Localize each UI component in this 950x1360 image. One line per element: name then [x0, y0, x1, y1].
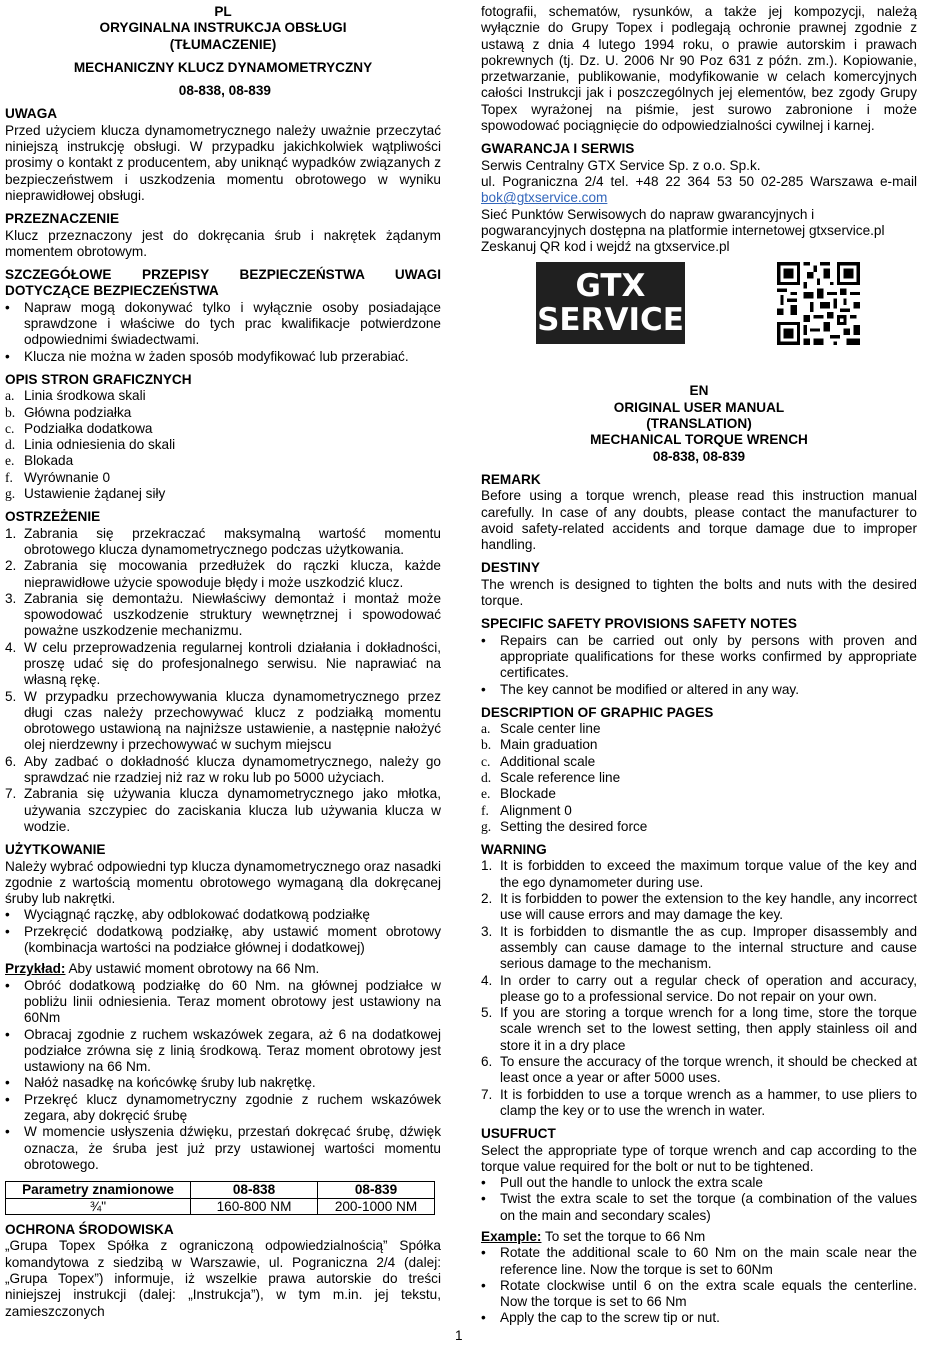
- list-item: [481, 1087, 917, 1120]
- list-item: [481, 1054, 917, 1087]
- list-text: Aby zadbać o dokładność klucza dynamometrycznego, należy go sprawdzać nie rzadziej niż raz w roku lub po 5000 użyciach.: [24, 753, 441, 786]
- list-number: 4.: [481, 972, 493, 988]
- en-model-numbers: 08-838, 08-839: [652, 448, 746, 464]
- en-example-list: [481, 1245, 917, 1326]
- en-usufruct-heading: USUFRUCT: [481, 1126, 556, 1142]
- list-text: It is forbidden to power the extension to the key handle, any incorrect use will cause errors and may damage the key.: [500, 891, 917, 923]
- pl-example-label: Przykład:: [5, 961, 66, 977]
- list-item: • Rotate the additional scale to 60 Nm on the main scale near the reference line. Now the torque is set to 60Nm: [481, 1245, 917, 1278]
- list-item: • Repairs can be carried out only by persons with proven and appropriate qualifications for these works confirmed by appropriate certificates.: [481, 633, 917, 682]
- polish-column: [5, 4, 441, 1320]
- list-item: [5, 486, 441, 502]
- list-letter: c.: [481, 753, 491, 769]
- pl-warning-list: [5, 526, 441, 836]
- list-item: [5, 689, 441, 754]
- list-item: [5, 526, 441, 559]
- list-item: [5, 388, 441, 404]
- list-text: In order to carry out a regular check of operation and accuracy, please go to a professional service. Do not repair on your own.: [500, 972, 917, 1004]
- en-graphic-list: [481, 721, 917, 835]
- list-item: [5, 437, 441, 453]
- pl-example-list: [5, 978, 441, 1174]
- pl-graphic-heading: OPIS STRON GRAFICZNYCH: [5, 371, 192, 387]
- list-text: Setting the desired force: [500, 818, 648, 834]
- list-item: [481, 754, 917, 770]
- list-item: • Pull out the handle to unlock the extra scale: [481, 1175, 917, 1191]
- english-column: [481, 4, 917, 1327]
- list-letter: e.: [5, 453, 15, 469]
- list-letter: d.: [481, 769, 492, 785]
- pl-safety-list: [5, 300, 441, 365]
- list-number: 4.: [5, 639, 17, 655]
- pl-safety-heading: SZCZEGÓŁOWE PRZEPISY BEZPIECZEŃSTWA UWAGI: [5, 267, 441, 283]
- list-letter: b.: [5, 404, 16, 420]
- list-text: It is forbidden to use a torque wrench as a hammer, to use pliers to clamp the key or to use the wrench in water.: [500, 1086, 917, 1118]
- en-usufruct-text: Select the appropriate type of torque wrench and cap according to the torque value required for the bolt or nut to be tightened.: [481, 1142, 917, 1174]
- en-title-translation: (TRANSLATION): [646, 416, 752, 432]
- pl-example: [5, 961, 441, 977]
- list-item: • Przekręcić dodatkową podziałkę, aby ustawić moment obrotowy (kombinacja wartości na podziałce głównej i dodatkowej): [5, 924, 441, 957]
- en-graphic-heading: DESCRIPTION OF GRAPHIC PAGES: [481, 704, 714, 720]
- list-item: [481, 819, 917, 835]
- list-letter: g.: [481, 818, 492, 834]
- table-cell: ¾": [6, 1198, 191, 1215]
- list-letter: d.: [5, 437, 16, 453]
- list-text: Blockade: [500, 786, 556, 802]
- pl-warning-heading: OSTRZEŻENIE: [5, 509, 101, 525]
- table-row: [6, 1182, 435, 1199]
- list-number: 6.: [5, 753, 17, 769]
- qr-code-icon[interactable]: [777, 262, 860, 345]
- pl-environment-heading: OCHRONA ŚRODOWISKA: [5, 1222, 174, 1238]
- list-item: • Rotate clockwise until 6 on the extra scale equals the centerline. Now the torque is set to 66 Nm: [481, 1278, 917, 1311]
- parameters-table: [5, 1181, 435, 1215]
- table-cell: Parametry znamionowe: [6, 1182, 191, 1199]
- list-number: 2.: [5, 558, 17, 574]
- pl-copyright-continuation: fotografii, schematów, rysunków, a także jej kompozycji, należą wyłącznie do Grupy Topex i podlegają ochronie prawnej zgodnie z ustawą z dnia 4 lutego 1994 roku, o prawie autorskim i prawach pokrewnych (tj. Dz. U. 2006 Nr 90 Poz 631 z późn. zm.). Kopiowanie, przetwarzanie, publikowanie, modyfikowanie w celach komercyjnych całości Instrukcji jak i poszczególnych jej elementów, bez zgody Grupy Topex wyrażonej na piśmie, jest surowo zabronione i może spowodować pociągnięcie do odpowiedzialności cywilnej i karnej.: [481, 4, 917, 134]
- list-text: W celu przeprowadzenia regularnej kontroli działania i dokładności, proszę udać się do profesjonalnego serwisu. Nie naprawiać na własną rękę.: [24, 639, 441, 688]
- list-text: Zabrania się demontażu. Niewłaściwy demontaż i montaż może spowodować uszkodzenie struktury wewnętrznej i spowodować poważne uszkodzenie mechanizmu.: [24, 590, 441, 639]
- list-letter: a.: [5, 388, 15, 404]
- list-text: Główna podziałka: [24, 404, 132, 420]
- list-letter: a.: [481, 721, 491, 737]
- list-text: Main graduation: [500, 737, 598, 753]
- en-product-name: MECHANICAL TORQUE WRENCH: [590, 432, 808, 448]
- list-item: • Obróć dodatkową podziałkę do 60 Nm. na głównej podziałce w pobliżu linii odniesienia. Teraz moment obrotowy jest ustawiony na 60Nm: [5, 978, 441, 1027]
- list-item: [5, 591, 441, 640]
- list-number: 5.: [5, 688, 17, 704]
- service-email-line: [481, 190, 917, 206]
- pl-usage-heading: UŻYTKOWANIE: [5, 842, 106, 858]
- list-text: Linia środkowa skali: [24, 388, 146, 404]
- pl-example-text: Aby ustawić moment obrotowy na 66 Nm.: [65, 961, 320, 977]
- list-item: [481, 770, 917, 786]
- service-email-link[interactable]: bok@gtxservice.com: [481, 190, 608, 206]
- list-letter: b.: [481, 737, 492, 753]
- list-text: Additional scale: [500, 753, 596, 769]
- list-letter: c.: [5, 420, 15, 436]
- list-number: 3.: [481, 923, 493, 939]
- en-destiny-heading: DESTINY: [481, 560, 540, 576]
- pl-title-translation: (TŁUMACZENIE): [169, 36, 277, 52]
- en-example-label: Example:: [481, 1229, 542, 1244]
- list-item: [481, 891, 917, 924]
- list-number: 2.: [481, 891, 493, 907]
- list-letter: g.: [5, 486, 16, 502]
- en-warning-heading: WARNING: [481, 842, 547, 858]
- pl-environment-text: „Grupa Topex Spółka z ograniczoną odpowiedzialnością” Spółka komandytowa z siedzibą w Warszawie, ul. Pograniczna 2/4 (dalej: „Grupa Topex”) informuje, iż wszelkie prawa autorskie do treści niniejszej instrukcji (dalej: „Instrukcja”), w tym m.in. jej tekstu, zamieszczonych: [5, 1238, 441, 1319]
- en-remark-text: Before using a torque wrench, please read this instruction manual carefully. In case of any doubts, please contact the manufacturer to avoid safety-related accidents and torque damage due to improper handling.: [481, 488, 917, 553]
- list-number: 3.: [5, 590, 17, 606]
- list-item: [5, 421, 441, 437]
- list-item: [481, 786, 917, 802]
- logo-text-gtx: GTX: [575, 268, 646, 304]
- list-number: 7.: [481, 1086, 493, 1102]
- list-item: • Przekręć klucz dynamometryczny zgodnie z ruchem wskazówek zegara, aby dokręcić śrubę: [5, 1092, 441, 1125]
- pl-title: ORYGINALNA INSTRUKCJA OBSŁUGI: [99, 20, 347, 36]
- list-number: 1.: [481, 858, 493, 874]
- table-cell: 160-800 NM: [191, 1198, 318, 1215]
- list-item: [5, 640, 441, 689]
- list-item: [5, 786, 441, 835]
- en-usufruct-list: [481, 1175, 917, 1224]
- pl-purpose-heading: PRZEZNACZENIE: [5, 211, 120, 227]
- list-text: Alignment 0: [500, 802, 572, 818]
- service-network: Sieć Punktów Serwisowych do napraw gwarancyjnych i pogwarancyjnych dostępna na platformie internetowej gtxservice.pl: [481, 206, 885, 238]
- en-lang-heading: EN: [689, 383, 709, 399]
- list-number: 6.: [481, 1054, 493, 1070]
- list-item: [481, 737, 917, 753]
- en-safety-heading: SPECIFIC SAFETY PROVISIONS SAFETY NOTES: [481, 616, 797, 632]
- list-text: Ustawienie żądanej siły: [24, 486, 166, 502]
- table-row: [6, 1198, 435, 1215]
- en-title: ORIGINAL USER MANUAL: [613, 399, 785, 415]
- service-qr-hint: Zeskanuj QR kod i wejdź na gtxservice.pl: [481, 239, 730, 255]
- pl-usage-list: [5, 907, 441, 956]
- list-item: [481, 803, 917, 819]
- list-text: If you are storing a torque wrench for a long time, store the torque scale wrench set to the lowest setting, then apply stainless oil and store it in a dry place: [500, 1005, 917, 1053]
- list-text: Zabrania się używania klucza dynamometrycznego jako młotka, używania szczypiec do zaciskania klucza lub używania klucza w wodzie.: [24, 786, 441, 834]
- list-text: Zabrania się mocowania przedłużek do rączki klucza, każde nieprawidłowe użycie spowoduje błędy i może uszkodzić klucz.: [24, 558, 441, 590]
- gtx-service-logo: [536, 262, 685, 344]
- service-address: ul. Pograniczna 2/4 tel. +48 22 364 53 50 02-285 Warszawa e-mail: [481, 173, 917, 189]
- en-warning-list: [481, 858, 917, 1119]
- service-company: Serwis Centralny GTX Service Sp. z o.o. Sp.k.: [481, 157, 761, 173]
- pl-service-heading: GWARANCJA I SERWIS: [481, 141, 635, 157]
- table-cell: 200-1000 NM: [318, 1198, 435, 1215]
- en-example: [481, 1229, 917, 1245]
- pl-remark-text: Przed użyciem klucza dynamometrycznego należy uważnie przeczytać niniejszą instrukcję obsługi. W przypadku jakichkolwiek wątpliwości prosimy o kontakt z producentem, aby uniknąć wypadków związanych z bezpieczeństwem i uszkodzenia momentu obrotowego w wyniku nieprawidłowej obsługi.: [5, 122, 441, 203]
- list-item: • Obracaj zgodnie z ruchem wskazówek zegara, aż 6 na dodatkowej podziałce zrówna się z linią środkową. Teraz moment obrotowy jest ustawiony na 66 Nm.: [5, 1027, 441, 1076]
- logo-text-service: SERVICE: [537, 302, 684, 338]
- list-number: 5.: [481, 1005, 493, 1021]
- list-letter: e.: [481, 786, 491, 802]
- pl-lang-heading: PL: [214, 4, 232, 19]
- pl-product-name: MECHANICZNY KLUCZ DYNAMOMETRYCZNY: [73, 59, 373, 75]
- list-item: [481, 858, 917, 891]
- list-letter: f.: [5, 469, 13, 485]
- list-text: Wyrównanie 0: [24, 469, 111, 485]
- en-remark-heading: REMARK: [481, 471, 541, 487]
- list-item: • Napraw mogą dokonywać tylko i wyłącznie osoby posiadające sprawdzone i właściwe do tych prac kwalifikacje potwierdzone odpowiednimi świadectwami.: [5, 300, 441, 349]
- list-text: Podziałka dodatkowa: [24, 420, 153, 436]
- en-example-text: To set the torque to 66 Nm: [541, 1229, 706, 1244]
- list-text: Blokada: [24, 453, 74, 469]
- list-number: 1.: [5, 525, 17, 541]
- list-item: • Nałóż nasadkę na końcówkę śruby lub nakrętkę.: [5, 1075, 441, 1091]
- list-item: • W momencie usłyszenia dźwięku, przestań dokręcać śrubę, dźwięk oznacza, że śruba jest już przy ustawionej wartości momentu obrotowego.: [5, 1124, 441, 1173]
- list-item: • Twist the extra scale to set the torque (a combination of the values on the main and secondary scales): [481, 1191, 917, 1224]
- pl-remark-heading: UWAGA: [5, 106, 58, 122]
- list-text: W przypadku przechowywania klucza dynamometrycznego przez długi czas należy przechowywać klucz z podziałką momentu obrotowego ustawioną na najniższe ustawienie, a następnie nałożyć olej nierdzewny i przechowywać w suchym miejscu: [24, 688, 441, 753]
- list-item: • Apply the cap to the screw tip or nut.: [481, 1310, 917, 1326]
- pl-purpose-text: Klucz przeznaczony jest do dokręcania śrub i nakrętek żądanym momentem obrotowym.: [5, 227, 441, 259]
- list-text: Zabrania się przekraczać maksymalną wartość momentu obrotowego klucza dynamometrycznego podczas użytkowania.: [24, 525, 441, 557]
- pl-graphic-list: [5, 388, 441, 502]
- list-item: • Klucza nie można w żaden sposób modyfikować lub przerabiać.: [5, 349, 441, 365]
- pl-model-numbers: 08-838, 08-839: [178, 83, 271, 99]
- list-number: 7.: [5, 786, 17, 802]
- list-item: [5, 754, 441, 787]
- list-text: Scale center line: [500, 721, 601, 737]
- en-destiny-text: The wrench is designed to tighten the bolts and nuts with the desired torque.: [481, 576, 917, 609]
- table-cell: 08-839: [318, 1182, 435, 1199]
- pl-usage-text: Należy wybrać odpowiedni typ klucza dynamometrycznego oraz nasadki zgodnie z wartością momentu obrotowego wymaganą dla dokręcanej śruby lub nakrętki.: [5, 858, 441, 907]
- list-item: [481, 924, 917, 973]
- list-item: [481, 721, 917, 737]
- list-item: [5, 558, 441, 591]
- pl-safety-heading-cont: DOTYCZĄCE BEZPIECZEŃSTWA: [5, 283, 219, 299]
- list-item: [5, 405, 441, 421]
- list-item: [481, 1005, 917, 1054]
- list-item: • Wyciągnąć rączkę, aby odblokować dodatkową podziałkę: [5, 907, 441, 923]
- table-cell: 08-838: [191, 1182, 318, 1199]
- list-text: Scale reference line: [500, 769, 621, 785]
- list-text: It is forbidden to dismantle the as cup. Improper disassembly and assembly can cause damage to the internal structure and cause serious damage to the mechanism.: [500, 923, 917, 972]
- list-item: [5, 470, 441, 486]
- list-text: Linia odniesienia do skali: [24, 437, 176, 453]
- page-number: 1: [455, 1328, 463, 1343]
- list-letter: f.: [481, 802, 489, 818]
- list-item: • The key cannot be modified or altered in any way.: [481, 682, 917, 698]
- list-item: [481, 973, 917, 1006]
- list-text: It is forbidden to exceed the maximum torque value of the key and the ego dynamometer during use.: [500, 858, 917, 890]
- en-safety-list: [481, 633, 917, 698]
- list-item: [5, 453, 441, 469]
- list-text: To ensure the accuracy of the torque wrench, it should be checked at least once a year or after 5000 uses.: [500, 1054, 917, 1086]
